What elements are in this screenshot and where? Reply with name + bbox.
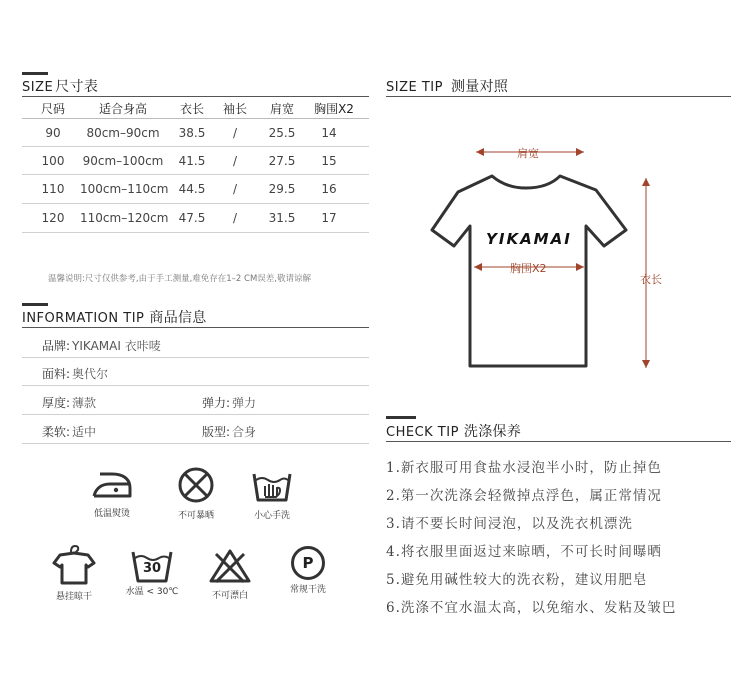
care-low-iron-label: 低温熨烫	[93, 509, 130, 519]
info-elastic-value: 弹力	[232, 396, 257, 410]
size-title-en: SIZE	[22, 80, 54, 95]
info-brand	[42, 337, 161, 354]
care-dry-clean-label: 常规干洗	[289, 585, 326, 595]
table-cell: 100cm–110cm	[80, 182, 169, 196]
check-tip-line: 2.第一次洗涤会轻微掉点浮色，属正常情况	[386, 488, 662, 504]
info-title-cn: 商品信息	[149, 310, 207, 326]
check-tip-line: 3.请不要长时间浸泡，以及洗衣机漂洗	[386, 516, 633, 532]
info-thickness	[42, 394, 96, 411]
col-header-sleeve: 袖长	[222, 102, 247, 116]
size-table-title	[22, 76, 98, 96]
no-sun-icon	[176, 466, 216, 504]
table-cell: 29.5	[268, 182, 296, 196]
care-water-temp-label: 水温 < 30℃	[125, 587, 179, 597]
table-cell: 47.5	[178, 211, 206, 225]
info-fit-key: 版型:	[202, 425, 231, 439]
table-cell: 110	[41, 182, 65, 196]
info-thickness-key: 厚度:	[42, 396, 71, 410]
col-header-shoulder: 肩宽	[269, 102, 294, 116]
table-cell: 25.5	[268, 126, 296, 140]
info-fabric-value: 奥代尔	[72, 367, 109, 381]
shoulder-label: 肩宽	[517, 147, 539, 160]
check-tip-rule	[386, 441, 731, 442]
table-cell: 80cm–90cm	[86, 126, 160, 140]
row-divider	[22, 232, 369, 233]
wash-temp-symbol: 30	[142, 561, 162, 576]
table-cell: 100	[41, 154, 65, 168]
care-dry-clean	[276, 546, 340, 595]
care-hand-wash	[240, 466, 304, 521]
care-hang-dry	[42, 543, 106, 602]
table-cell: /	[232, 182, 238, 196]
col-header-size: 尺码	[40, 102, 65, 116]
table-cell: 44.5	[178, 182, 206, 196]
care-hang-dry-label: 悬挂晾干	[55, 592, 92, 602]
info-fabric	[42, 365, 108, 382]
care-water-temp	[114, 548, 190, 597]
info-brand-value: YIKAMAI 衣咔唛	[72, 339, 161, 353]
info-thickness-value: 薄款	[72, 396, 97, 410]
table-cell: 38.5	[178, 126, 206, 140]
care-no-bleach	[198, 548, 262, 601]
info-divider	[22, 443, 369, 444]
info-elastic	[202, 394, 256, 411]
info-title	[22, 307, 207, 327]
table-cell: 41.5	[178, 154, 206, 168]
info-elastic-key: 弹力:	[202, 396, 231, 410]
row-divider	[22, 203, 369, 204]
info-fit	[202, 423, 256, 440]
care-no-sun	[164, 466, 228, 521]
info-divider	[22, 385, 369, 386]
wash-tub-icon	[130, 548, 174, 584]
care-no-sun-label: 不可暴晒	[177, 511, 214, 521]
info-fit-value: 合身	[232, 425, 257, 439]
table-cell: 31.5	[268, 211, 296, 225]
col-header-height: 适合身高	[98, 102, 147, 116]
table-cell: 110cm–120cm	[80, 211, 169, 225]
size-title-rule	[22, 96, 369, 97]
care-hand-wash-label: 小心手洗	[253, 511, 290, 521]
table-cell: 90cm–100cm	[82, 154, 164, 168]
info-brand-key: 品牌:	[42, 339, 71, 353]
table-cell: 15	[321, 154, 337, 168]
info-fabric-key: 面料:	[42, 367, 71, 381]
table-cell: 27.5	[268, 154, 296, 168]
size-tip-title-cn: 测量对照	[450, 79, 509, 95]
info-softness-value: 适中	[72, 425, 97, 439]
check-title-tick	[386, 416, 416, 419]
check-tip-title-en: CHECK TIP	[386, 425, 459, 440]
size-tip-rule	[386, 96, 731, 97]
dry-clean-symbol: P	[302, 554, 314, 572]
hang-dry-icon	[52, 543, 96, 585]
col-header-chest: 胸围X2	[314, 102, 354, 116]
check-tip-line: 4.将衣服里面返过来晾晒，不可长时间曝晒	[386, 544, 662, 560]
length-label: 衣长	[640, 273, 662, 286]
size-title-tick	[22, 72, 48, 75]
table-cell: 14	[321, 126, 337, 140]
size-note: 温馨说明:尺寸仅供参考,由于手工测量,难免存在1–2 CM误差,敬请谅解	[48, 274, 312, 284]
size-tip-title	[386, 76, 508, 96]
col-header-length: 衣长	[179, 102, 204, 116]
check-tip-title-cn: 洗涤保养	[463, 424, 522, 440]
info-divider	[22, 414, 369, 415]
info-title-en: INFORMATION TIP	[22, 311, 145, 326]
table-cell: 90	[45, 126, 61, 140]
check-tip-line: 5.避免用碱性较大的洗衣粉，建议用肥皂	[386, 572, 648, 588]
care-no-bleach-label: 不可漂白	[211, 591, 248, 601]
table-cell: 17	[321, 211, 337, 225]
row-divider	[22, 146, 369, 147]
table-cell: 120	[41, 211, 65, 225]
info-divider	[22, 357, 369, 358]
size-title-cn: 尺寸表	[55, 79, 99, 95]
iron-icon	[88, 466, 136, 502]
info-softness	[42, 423, 96, 440]
chest-label: 胸围X2	[510, 262, 547, 275]
size-tip-title-en: SIZE TIP	[386, 80, 443, 95]
check-tip-title	[386, 421, 521, 441]
header-divider	[22, 118, 369, 119]
row-divider	[22, 174, 369, 175]
care-low-iron	[80, 466, 144, 519]
table-cell: 16	[321, 182, 337, 196]
table-cell: /	[232, 126, 238, 140]
tshirt-diagram	[420, 136, 680, 376]
info-title-tick	[22, 303, 48, 306]
check-tip-line: 1.新衣服可用食盐水浸泡半小时，防止掉色	[386, 460, 662, 476]
check-tip-line: 6.洗涤不宜水温太高，以免缩水、发粘及皱巴	[386, 600, 677, 616]
table-cell: /	[232, 211, 238, 225]
dry-clean-icon	[291, 546, 325, 580]
hand-wash-icon	[250, 466, 294, 504]
no-bleach-icon	[208, 548, 252, 584]
info-title-rule	[22, 327, 369, 328]
info-softness-key: 柔软:	[42, 425, 71, 439]
table-cell: /	[232, 154, 238, 168]
brand-print: YIKAMAI	[486, 230, 572, 248]
